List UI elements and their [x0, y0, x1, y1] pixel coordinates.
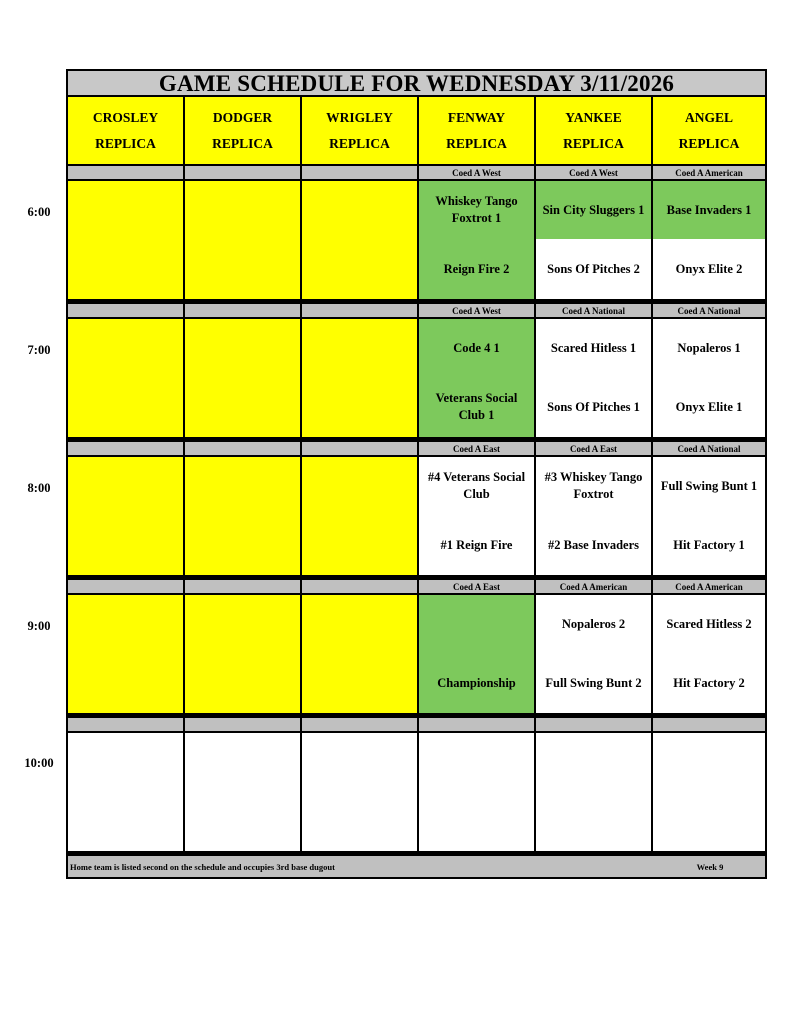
- game-team-away: Nopaleros 2: [536, 595, 651, 653]
- division-label: Coed A National: [536, 304, 651, 317]
- division-label: Coed A West: [536, 166, 651, 179]
- game-team-home: Onyx Elite 1: [653, 377, 765, 437]
- game-team-home: Sons Of Pitches 2: [536, 239, 651, 299]
- game-team-home: [185, 791, 300, 851]
- division-label: [653, 718, 765, 731]
- game-team-home: Sons Of Pitches 1: [536, 377, 651, 437]
- game-team-home: [68, 515, 183, 575]
- field-header-fenway: [419, 97, 534, 164]
- game-team-away: [68, 319, 183, 377]
- game-team-home: Hit Factory 1: [653, 515, 765, 575]
- field-name: ANGEL: [684, 109, 733, 125]
- game-team-away: Scared Hitless 1: [536, 319, 651, 377]
- game-team-home: [419, 791, 534, 851]
- game-team-home: [302, 653, 417, 713]
- field-header-wrigley: [302, 97, 417, 164]
- game-team-away: #3 Whiskey Tango Foxtrot: [536, 457, 651, 515]
- division-label: Coed A American: [653, 580, 765, 593]
- game-team-away: Full Swing Bunt 1: [653, 457, 765, 515]
- game-team-away: [185, 181, 300, 239]
- footer-note: Home team is listed second on the schedule and occupies 3rd base dugout: [68, 856, 653, 877]
- division-label: [302, 580, 417, 593]
- game-team-away: [68, 733, 183, 791]
- division-label: Coed A American: [653, 166, 765, 179]
- division-label: [302, 442, 417, 455]
- division-label: [185, 166, 300, 179]
- game-team-home: [68, 239, 183, 299]
- game-team-away: [185, 319, 300, 377]
- game-team-away: [302, 457, 417, 515]
- division-label: [68, 442, 183, 455]
- game-team-home: Veterans Social Club 1: [419, 377, 534, 437]
- game-team-away: [68, 595, 183, 653]
- game-team-away: [68, 181, 183, 239]
- game-team-home: #2 Base Invaders: [536, 515, 651, 575]
- field-subtitle: REPLICA: [446, 135, 507, 151]
- game-team-away: #4 Veterans Social Club: [419, 457, 534, 515]
- game-team-home: [653, 791, 765, 851]
- game-team-away: [302, 319, 417, 377]
- division-label: [185, 304, 300, 317]
- division-label: Coed A East: [419, 580, 534, 593]
- game-team-away: Code 4 1: [419, 319, 534, 377]
- game-team-away: [419, 733, 534, 791]
- game-team-home: [185, 239, 300, 299]
- field-subtitle: REPLICA: [329, 135, 390, 151]
- division-label: [536, 718, 651, 731]
- field-subtitle: REPLICA: [95, 135, 156, 151]
- game-team-home: Full Swing Bunt 2: [536, 653, 651, 713]
- division-label: [302, 304, 417, 317]
- game-team-home: [68, 377, 183, 437]
- schedule-table: [66, 69, 767, 879]
- game-team-away: Sin City Sluggers 1: [536, 181, 651, 239]
- field-name: DODGER: [212, 109, 273, 125]
- game-team-away: [302, 181, 417, 239]
- division-label: Coed A National: [653, 442, 765, 455]
- game-team-home: [536, 791, 651, 851]
- division-label: Coed A American: [536, 580, 651, 593]
- field-subtitle: REPLICA: [678, 135, 740, 151]
- division-label: Coed A West: [419, 166, 534, 179]
- field-name: FENWAY: [447, 109, 506, 125]
- game-team-away: [185, 595, 300, 653]
- game-team-home: [302, 377, 417, 437]
- game-team-home: [302, 515, 417, 575]
- game-team-away: [302, 733, 417, 791]
- field-name: CROSLEY: [92, 109, 159, 125]
- division-label: [185, 580, 300, 593]
- footer-week: Week 9: [653, 856, 765, 877]
- division-label: [302, 166, 417, 179]
- game-team-home: #1 Reign Fire: [419, 515, 534, 575]
- division-label: [185, 442, 300, 455]
- time-label: 6:00: [27, 205, 51, 219]
- game-team-home: Championship: [419, 653, 534, 713]
- game-team-away: Base Invaders 1: [653, 181, 765, 239]
- game-team-home: [185, 515, 300, 575]
- game-team-home: [185, 377, 300, 437]
- division-label: Coed A East: [419, 442, 534, 455]
- game-team-home: Onyx Elite 2: [653, 239, 765, 299]
- field-header-angel: [653, 97, 765, 164]
- division-label: Coed A East: [536, 442, 651, 455]
- division-label: [68, 580, 183, 593]
- time-label: 9:00: [27, 619, 51, 633]
- division-label: [68, 304, 183, 317]
- division-label: [419, 718, 534, 731]
- game-team-away: [185, 733, 300, 791]
- field-subtitle: REPLICA: [212, 135, 273, 151]
- field-subtitle: REPLICA: [563, 135, 624, 151]
- game-team-home: Reign Fire 2: [419, 239, 534, 299]
- division-label: Coed A National: [653, 304, 765, 317]
- division-label: [68, 166, 183, 179]
- time-label: 10:00: [24, 756, 54, 770]
- game-team-home: [302, 239, 417, 299]
- time-label: 7:00: [27, 343, 51, 357]
- time-label: 8:00: [27, 481, 51, 495]
- field-header-crosley: [68, 97, 183, 164]
- game-team-home: [68, 653, 183, 713]
- field-name: YANKEE: [565, 109, 622, 125]
- division-label: [302, 718, 417, 731]
- field-header-yankee: [536, 97, 651, 164]
- game-team-away: [68, 457, 183, 515]
- division-label: Coed A West: [419, 304, 534, 317]
- game-team-away: [302, 595, 417, 653]
- field-name: WRIGLEY: [326, 109, 393, 125]
- game-team-home: [185, 653, 300, 713]
- game-team-away: [185, 457, 300, 515]
- division-label: [185, 718, 300, 731]
- game-team-home: Hit Factory 2: [653, 653, 765, 713]
- game-team-away: Scared Hitless 2: [653, 595, 765, 653]
- game-team-away: [653, 733, 765, 791]
- game-team-away: [536, 733, 651, 791]
- game-team-home: [302, 791, 417, 851]
- game-team-away: [419, 595, 534, 653]
- page-title: GAME SCHEDULE FOR WEDNESDAY 3/11/2026: [68, 71, 765, 95]
- field-header-dodger: [185, 97, 300, 164]
- game-team-home: [68, 791, 183, 851]
- division-label: [68, 718, 183, 731]
- game-team-away: Whiskey Tango Foxtrot 1: [419, 181, 534, 239]
- game-team-away: Nopaleros 1: [653, 319, 765, 377]
